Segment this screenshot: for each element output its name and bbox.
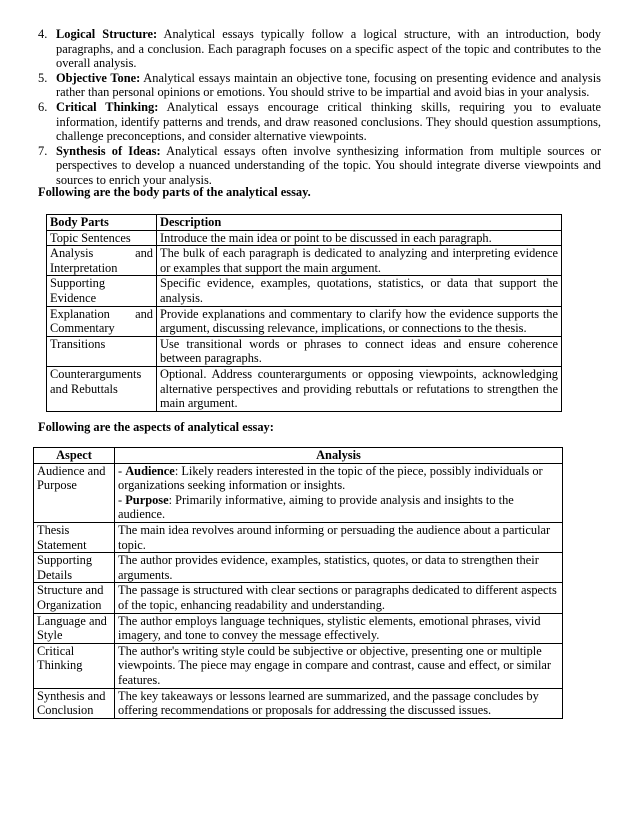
aspects-heading: Following are the aspects of analytical essay: (38, 420, 274, 434)
table-row (34, 643, 563, 688)
list-text: Analytical essays typically follow a logical structure, with an introduction, body paragraphs, and a conclusion. Each paragraph focuses on a specific aspect of the topic and contributes to the overall analysis. (56, 27, 601, 71)
list-term: Synthesis of Ideas: (56, 143, 161, 158)
numbered-list (38, 27, 601, 188)
analysis-cell: The author's writing style could be subjective or objective, presenting one or multiple viewpoints. The piece may engage in compare and contrast, cause and effect, or similar features. (115, 643, 563, 688)
list-item (38, 144, 601, 188)
aspect-cell: Supporting Details (34, 553, 115, 583)
description-cell: The bulk of each paragraph is dedicated to analyzing and interpreting evidence or examples that support the main argument. (157, 246, 562, 276)
list-item (38, 71, 601, 100)
analysis-cell: The main idea revolves around informing or persuading the audience about a particular topic. (115, 522, 563, 552)
column-header-description: Description (157, 215, 562, 231)
column-header-aspect: Aspect (34, 448, 115, 464)
table-row (34, 688, 563, 718)
audience-label: Audience (125, 463, 175, 478)
aspect-cell: Structure and Organization (34, 583, 115, 613)
list-term: Critical Thinking: (56, 99, 159, 114)
list-number: 6. (38, 99, 48, 114)
column-header-body-parts: Body Parts (47, 215, 157, 231)
aspect-cell: Language and Style (34, 613, 115, 643)
aspects-table (33, 447, 563, 719)
table-row (47, 366, 562, 411)
aspect-cell: Critical Thinking (34, 643, 115, 688)
table-header-row (34, 448, 563, 464)
audience-line: - Audience: Likely readers interested in the topic of the piece, possibly individuals or organizations seeking information or insights. (118, 463, 543, 493)
audience-text: : Likely readers interested in the topic of the piece, possibly individuals or organizations seeking information or insights. (118, 463, 543, 493)
list-text: Analytical essays encourage critical thinking skills, requiring you to evaluate information, identify patterns and trends, and draw reasoned conclusions. They should question assumptions, challenge preconceptions, and consider alternative viewpoints. (56, 99, 601, 144)
analysis-cell: The author provides evidence, examples, statistics, quotes, or data to strengthen their arguments. (115, 553, 563, 583)
description-cell: Use transitional words or phrases to connect ideas and ensure coherence between paragraphs. (157, 336, 562, 366)
aspect-cell: Audience and Purpose (34, 463, 115, 522)
body-part-cell: Transitions (47, 336, 157, 366)
list-number: 5. (38, 70, 48, 85)
analysis-cell: The passage is structured with clear sections or paragraphs dedicated to different aspects of the topic, enhancing readability and understanding. (115, 583, 563, 613)
body-part-cell: Topic Sentences (47, 230, 157, 246)
aspect-cell: Thesis Statement (34, 522, 115, 552)
list-item (38, 100, 601, 144)
table-row (34, 613, 563, 643)
table-row (34, 553, 563, 583)
list-item (38, 27, 601, 71)
list-text: Analytical essays maintain an objective tone, focusing on presenting evidence and analysis rather than personal opinions or emotions. You should strive to be impartial and avoid bias in your analysis. (56, 70, 601, 100)
list-text: Analytical essays often involve synthesizing information from multiple sources or perspectives to develop a nuanced understanding of the topic. You should integrate diverse viewpoints and sources to enrich your analysis. (56, 143, 601, 187)
purpose-text: : Primarily informative, aiming to provide analysis and insights to the audience. (118, 492, 514, 522)
body-part-cell: Supporting Evidence (47, 276, 157, 306)
table-row (47, 336, 562, 366)
table-row (34, 583, 563, 613)
table-row (47, 230, 562, 246)
list-number: 7. (38, 143, 48, 158)
aspect-cell: Synthesis and Conclusion (34, 688, 115, 718)
analysis-cell: The key takeaways or lessons learned are summarized, and the passage concludes by offering recommendations or proposals for addressing the discussed issues. (115, 688, 563, 718)
table-row (47, 276, 562, 306)
body-part-cell: Analysis and Interpretation (47, 246, 157, 276)
body-parts-table (46, 214, 562, 412)
table-header-row (47, 215, 562, 231)
purpose-line: - Purpose: Primarily informative, aiming to provide analysis and insights to the audience. (118, 492, 514, 522)
list-term: Objective Tone: (56, 70, 141, 85)
analysis-cell: The author employs language techniques, stylistic elements, emotional phrases, vivid imagery, and tone to convey the message effectively. (115, 613, 563, 643)
column-header-analysis: Analysis (115, 448, 563, 464)
table-row (34, 463, 563, 522)
description-cell: Optional. Address counterarguments or opposing viewpoints, acknowledging alternative perspectives and providing rebuttals or refutations to strengthen the main argument. (157, 366, 562, 411)
description-cell: Introduce the main idea or point to be discussed in each paragraph. (157, 230, 562, 246)
analysis-cell (115, 463, 563, 522)
table-row (34, 522, 563, 552)
list-number: 4. (38, 27, 48, 41)
table-row (47, 246, 562, 276)
list-term: Logical Structure: (56, 27, 158, 41)
body-part-cell: Counterarguments and Rebuttals (47, 366, 157, 411)
description-cell: Provide explanations and commentary to clarify how the evidence supports the argument, discussing relevance, implications, or connections to the thesis. (157, 306, 562, 336)
body-parts-heading: Following are the body parts of the analytical essay. (38, 185, 311, 199)
purpose-label: Purpose (125, 492, 169, 507)
table-row (47, 306, 562, 336)
description-cell: Specific evidence, examples, quotations, statistics, or data that support the analysis. (157, 276, 562, 306)
body-part-cell: Explanation and Commentary (47, 306, 157, 336)
